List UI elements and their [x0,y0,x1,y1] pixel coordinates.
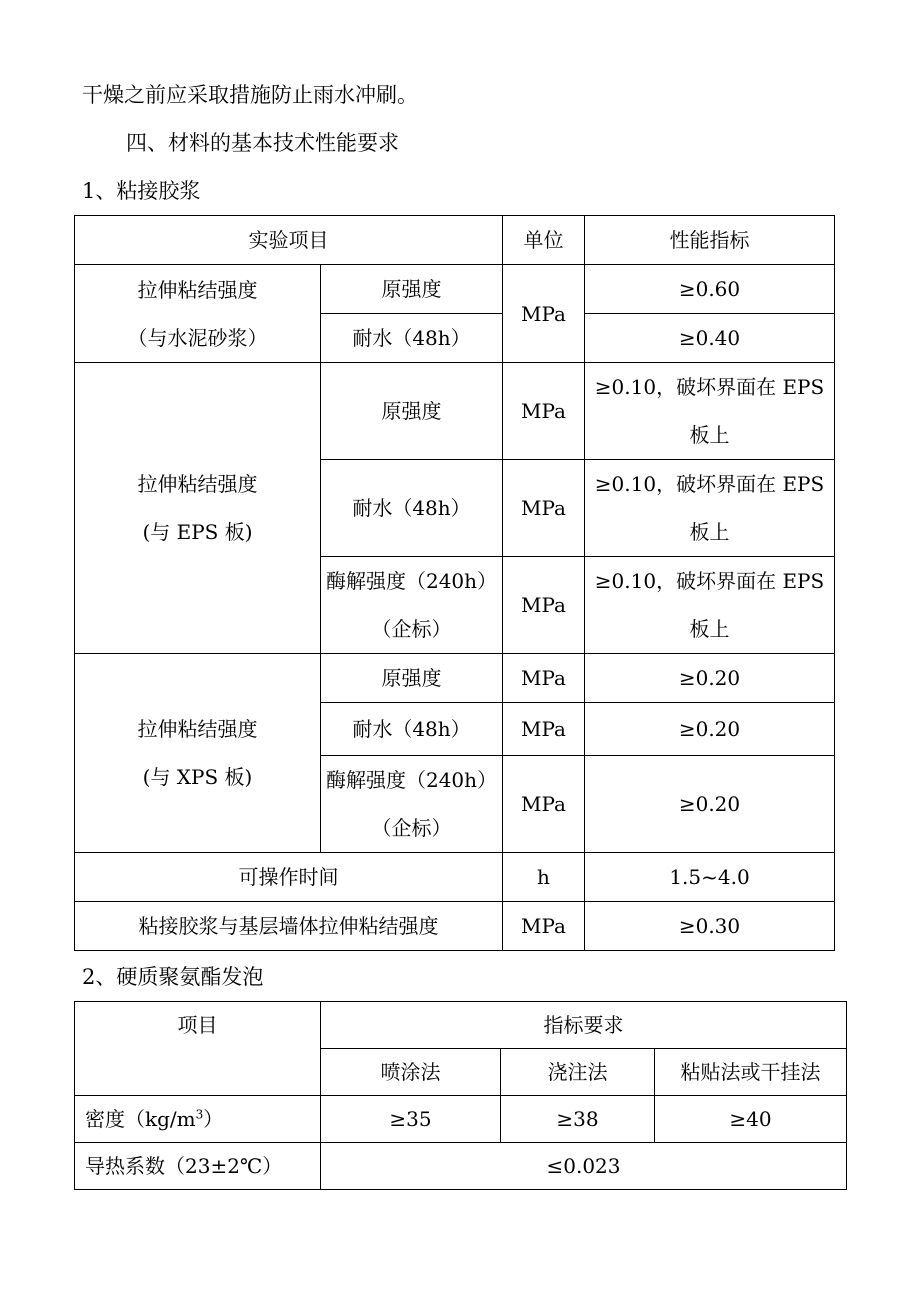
group1-title-line1: 拉伸粘结强度 [137,277,258,302]
group3-item: 原强度 [321,654,503,703]
adhesive-mortar-table [74,215,835,951]
group3-unit: MPa [503,654,585,703]
density-label-sup: 3 [195,1107,204,1122]
group2-unit: MPa [503,557,585,654]
group3-item [321,756,503,853]
method-paste: 粘贴法或干挂法 [655,1049,847,1096]
group2-unit: MPa [503,460,585,557]
group2-unit: MPa [503,363,585,460]
group3-value: ≥0.20 [585,703,835,756]
group2-title-line1: 拉伸粘结强度 [137,472,258,496]
group2-item: 原强度 [321,363,503,460]
group2-title [75,363,321,654]
density-pour: ≥38 [501,1096,655,1143]
density-label-text: 密度（kg/m [85,1107,196,1131]
polyurethane-foam-table [74,1001,847,1190]
group3-value: ≥0.20 [585,654,835,703]
table1-header-row [75,216,835,265]
group1-item: 耐水（48h） [321,314,503,363]
group2-value [585,557,835,654]
density-paste: ≥40 [655,1096,847,1143]
wall-bond-value: ≥0.30 [585,902,835,951]
group2-value-line1: ≥0.10，破坏界面在 EPS [594,569,825,593]
group3-title-line1: 拉伸粘结强度 [137,717,258,741]
group2-value-line2: 板上 [689,617,730,641]
method-spray: 喷涂法 [321,1049,501,1096]
group2-item-line2: （企标） [371,617,452,641]
group3-item: 耐水（48h） [321,703,503,756]
group2-value-line1: ≥0.10，破坏界面在 EPS [594,472,825,496]
sub2-heading: 2、硬质聚氨酯发泡 [82,965,264,989]
group3-unit: MPa [503,756,585,853]
group3-item-line1: 酶解强度（240h） [325,768,498,792]
group3-unit: MPa [503,703,585,756]
table-row [75,902,835,951]
header-performance: 性能指标 [585,216,835,265]
section-heading: 四、材料的基本技术性能要求 [126,131,399,155]
table-row [75,1143,847,1190]
table-row [75,1096,847,1143]
group1-value: ≥0.40 [585,314,835,363]
conductivity-value: ≤0.023 [321,1143,847,1190]
group1-title [75,265,321,363]
group3-item-line2: （企标） [371,816,452,840]
table2-header-row [75,1002,847,1049]
header-unit: 单位 [503,216,585,265]
group2-title-line2: (与 EPS 板) [142,520,253,544]
header-item: 项目 [75,1002,321,1096]
wall-bond-unit: MPa [503,902,585,951]
group2-value-line1: ≥0.10，破坏界面在 EPS [594,375,825,399]
group2-item: 耐水（48h） [321,460,503,557]
table-row [75,654,835,703]
conductivity-label: 导热系数（23±2℃） [75,1143,321,1190]
group2-value-line2: 板上 [689,520,730,544]
table-row [75,853,835,902]
group3-title-line2: (与 XPS 板) [142,765,253,789]
operable-time-item: 可操作时间 [75,853,503,902]
group2-value [585,363,835,460]
operable-time-value: 1.5~4.0 [585,853,835,902]
group1-unit: MPa [503,265,585,363]
group1-title-line2: （与水泥砂浆） [127,325,268,350]
group2-item [321,557,503,654]
group1-value: ≥0.60 [585,265,835,314]
group3-value: ≥0.20 [585,756,835,853]
wall-bond-item: 粘接胶浆与基层墙体拉伸粘结强度 [75,902,503,951]
group2-value [585,460,835,557]
header-index-requirement: 指标要求 [321,1002,847,1049]
group2-item-line1: 酶解强度（240h） [325,569,498,593]
method-pour: 浇注法 [501,1049,655,1096]
intro-line: 干燥之前应采取措施防止雨水冲刷。 [82,83,418,107]
density-label [75,1096,321,1143]
group1-item: 原强度 [321,265,503,314]
operable-time-unit: h [503,853,585,902]
table-row [75,363,835,460]
density-label-suffix: ） [203,1107,224,1131]
table-row [75,265,835,314]
header-test-item: 实验项目 [75,216,503,265]
group2-value-line2: 板上 [689,423,730,447]
sub1-heading: 1、粘接胶浆 [82,179,201,203]
group3-title [75,654,321,853]
density-spray: ≥35 [321,1096,501,1143]
